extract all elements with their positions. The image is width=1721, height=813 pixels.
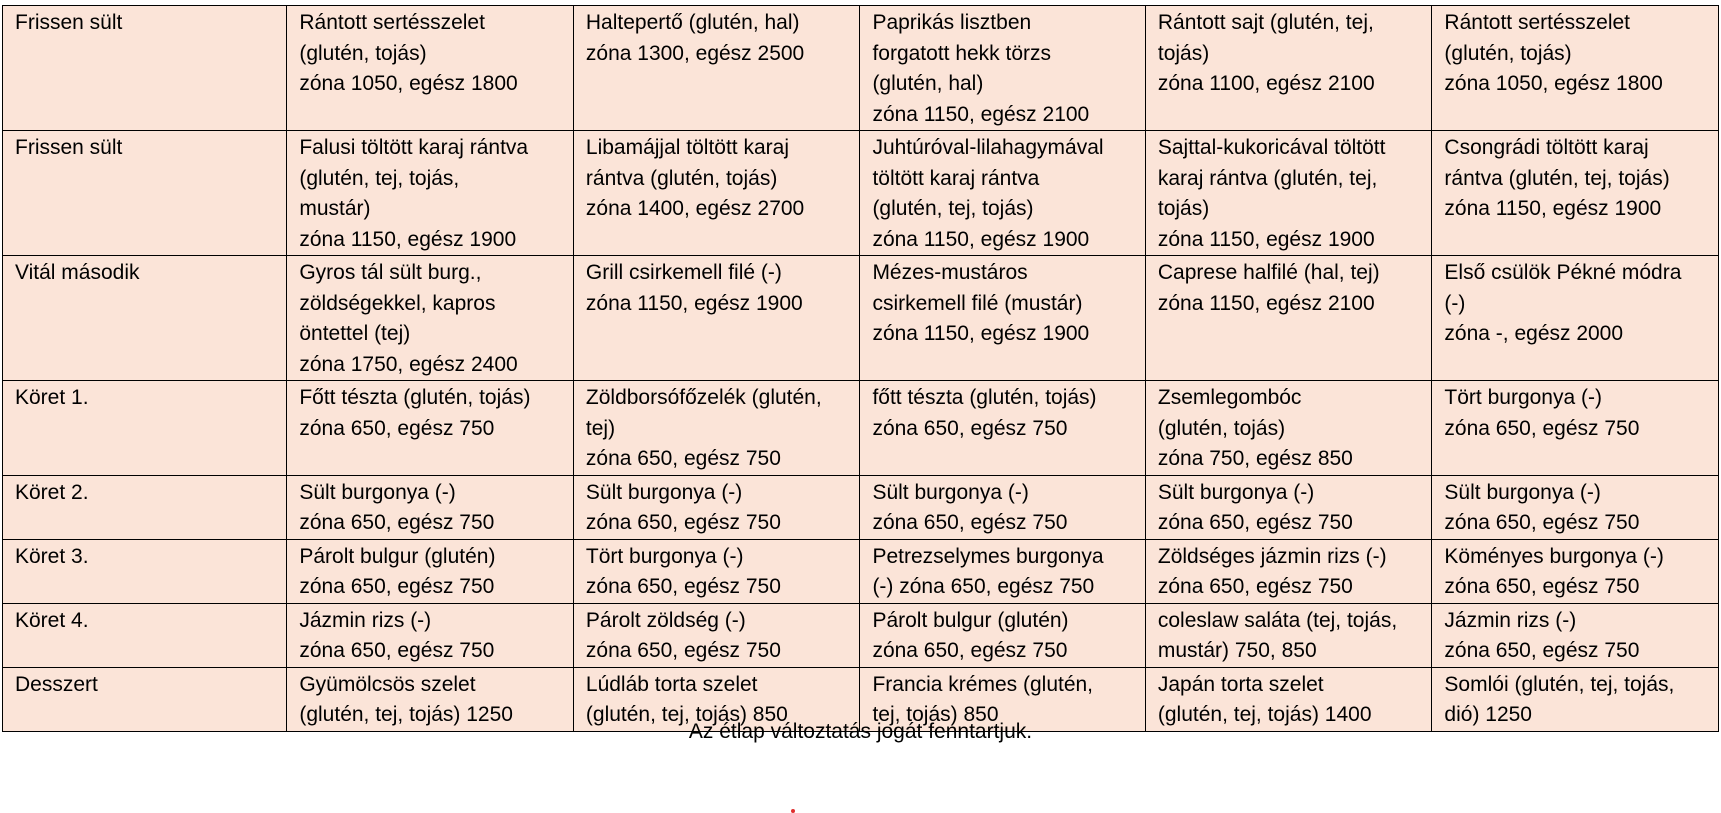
menu-item-cell: Paprikás lisztben forgatott hekk törzs (glutén, hal) zóna 1150, egész 2100 <box>860 6 1145 131</box>
menu-item-cell: Gyümölcsös szelet (glutén, tej, tojás) 1250 <box>287 667 574 731</box>
category-cell: Köret 2. <box>3 475 287 539</box>
menu-item-cell: Lúdláb torta szelet (glutén, tej, tojás) 850 <box>573 667 860 731</box>
category-cell: Köret 3. <box>3 539 287 603</box>
table-row <box>3 475 1719 539</box>
menu-item-cell: Csongrádi töltött karaj rántva (glutén, tej, tojás) zóna 1150, egész 1900 <box>1432 131 1719 256</box>
menu-item-cell: Caprese halfilé (hal, tej) zóna 1150, egész 2100 <box>1145 256 1432 381</box>
menu-item-cell: Somlói (glutén, tej, tojás, dió) 1250 <box>1432 667 1719 731</box>
menu-item-cell: Grill csirkemell filé (-) zóna 1150, egész 1900 <box>573 256 860 381</box>
menu-item-cell: Sült burgonya (-) zóna 650, egész 750 <box>287 475 574 539</box>
menu-item-cell: Zöldborsófőzelék (glutén, tej) zóna 650, egész 750 <box>573 381 860 476</box>
menu-item-cell: Sajttal-kukoricával töltött karaj rántva (glutén, tej, tojás) zóna 1150, egész 1900 <box>1145 131 1432 256</box>
menu-item-cell: Juhtúróval-lilahagymával töltött karaj rántva (glutén, tej, tojás) zóna 1150, egész 1900 <box>860 131 1145 256</box>
menu-item-cell: Jázmin rizs (-) zóna 650, egész 750 <box>1432 603 1719 667</box>
menu-item-cell: Zöldséges jázmin rizs (-) zóna 650, egész 750 <box>1145 539 1432 603</box>
menu-item-cell: coleslaw saláta (tej, tojás, mustár) 750, 850 <box>1145 603 1432 667</box>
category-cell: Köret 4. <box>3 603 287 667</box>
table-row <box>3 256 1719 381</box>
menu-item-cell: Libamájjal töltött karaj rántva (glutén, tojás) zóna 1400, egész 2700 <box>573 131 860 256</box>
menu-item-cell: Falusi töltött karaj rántva (glutén, tej, tojás, mustár) zóna 1150, egész 1900 <box>287 131 574 256</box>
menu-item-cell: Sült burgonya (-) zóna 650, egész 750 <box>860 475 1145 539</box>
menu-item-cell: Japán torta szelet (glutén, tej, tojás) 1400 <box>1145 667 1432 731</box>
menu-item-cell: Francia krémes (glutén, tej, tojás) 850 <box>860 667 1145 731</box>
category-cell: Desszert <box>3 667 287 731</box>
menu-item-cell: Jázmin rizs (-) zóna 650, egész 750 <box>287 603 574 667</box>
category-cell: Frissen sült <box>3 6 287 131</box>
menu-item-cell: Tört burgonya (-) zóna 650, egész 750 <box>573 539 860 603</box>
menu-item-cell: Haltepertő (glutén, hal) zóna 1300, egész 2500 <box>573 6 860 131</box>
table-row <box>3 539 1719 603</box>
menu-item-cell: Zsemlegombóc (glutén, tojás) zóna 750, egész 850 <box>1145 381 1432 476</box>
menu-item-cell: főtt tészta (glutén, tojás) zóna 650, egész 750 <box>860 381 1145 476</box>
menu-item-cell: Rántott sertésszelet (glutén, tojás) zóna 1050, egész 1800 <box>1432 6 1719 131</box>
menu-item-cell: Sült burgonya (-) zóna 650, egész 750 <box>1432 475 1719 539</box>
menu-item-cell: Párolt bulgur (glutén) zóna 650, egész 750 <box>287 539 574 603</box>
menu-item-cell: Rántott sajt (glutén, tej, tojás) zóna 1100, egész 2100 <box>1145 6 1432 131</box>
table-row <box>3 603 1719 667</box>
menu-item-cell: Rántott sertésszelet (glutén, tojás) zóna 1050, egész 1800 <box>287 6 574 131</box>
menu-item-cell: Mézes-mustáros csirkemell filé (mustár) zóna 1150, egész 1900 <box>860 256 1145 381</box>
menu-item-cell: Párolt bulgur (glutén) zóna 650, egész 750 <box>860 603 1145 667</box>
category-cell: Vitál második <box>3 256 287 381</box>
menu-item-cell: Köményes burgonya (-) zóna 650, egész 750 <box>1432 539 1719 603</box>
menu-item-cell: Főtt tészta (glutén, tojás) zóna 650, egész 750 <box>287 381 574 476</box>
menu-item-cell: Sült burgonya (-) zóna 650, egész 750 <box>1145 475 1432 539</box>
table-row <box>3 381 1719 476</box>
menu-item-cell: Tört burgonya (-) zóna 650, egész 750 <box>1432 381 1719 476</box>
table-row <box>3 6 1719 131</box>
menu-item-cell: Párolt zöldség (-) zóna 650, egész 750 <box>573 603 860 667</box>
menu-table <box>2 5 1719 732</box>
table-row <box>3 131 1719 256</box>
menu-item-cell: Gyros tál sült burg., zöldségekkel, kapros öntettel (tej) zóna 1750, egész 2400 <box>287 256 574 381</box>
red-dot-marker <box>791 809 795 813</box>
menu-item-cell: Első csülök Pékné módra (-) zóna -, egész 2000 <box>1432 256 1719 381</box>
menu-item-cell: Sült burgonya (-) zóna 650, egész 750 <box>573 475 860 539</box>
menu-item-cell: Petrezselymes burgonya (-) zóna 650, egész 750 <box>860 539 1145 603</box>
menu-disclaimer: Az étlap változtatás jogát fenntartjuk. <box>688 720 1033 743</box>
category-cell: Frissen sült <box>3 131 287 256</box>
category-cell: Köret 1. <box>3 381 287 476</box>
